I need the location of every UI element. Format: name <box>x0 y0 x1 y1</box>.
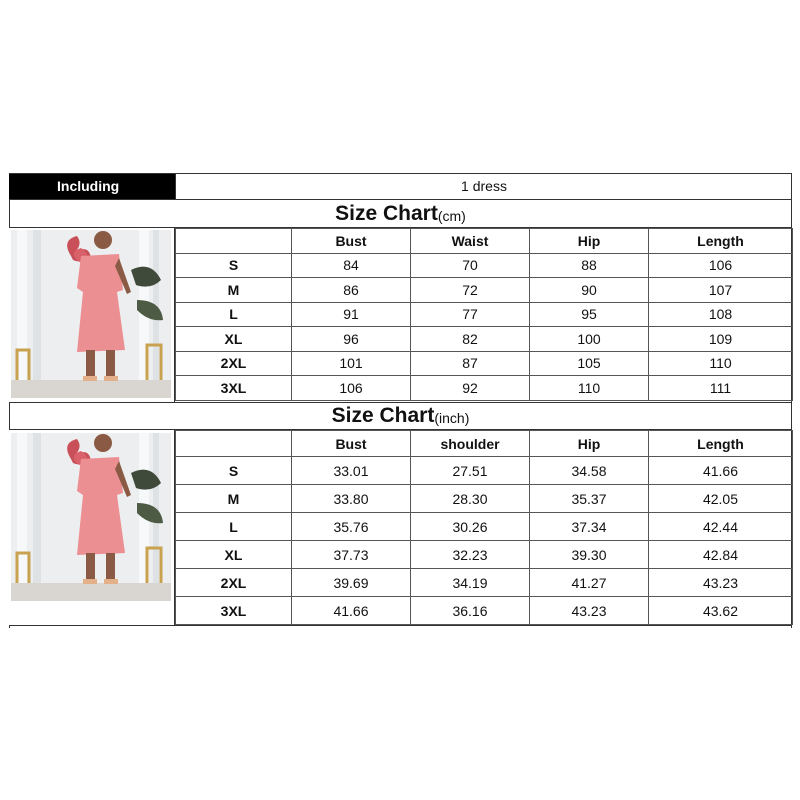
table-cell: 34.19 <box>411 569 530 597</box>
size-table-inch <box>175 430 793 625</box>
table-header-row <box>176 431 793 457</box>
header-cell: Hip <box>530 431 649 457</box>
table-cell: 87 <box>411 351 530 376</box>
table-row <box>176 302 793 327</box>
including-label: Including <box>9 173 175 199</box>
size-label: 3XL <box>176 597 292 625</box>
table-cell: 41.66 <box>292 597 411 625</box>
dress-photo-illustration <box>11 230 171 398</box>
table-cell: 106 <box>292 376 411 401</box>
table-row <box>176 485 793 513</box>
table-cell: 84 <box>292 253 411 278</box>
table-cell: 36.16 <box>411 597 530 625</box>
table-cell: 72 <box>411 278 530 303</box>
size-label: S <box>176 457 292 485</box>
size-table-cm <box>175 228 793 401</box>
table-cell: 111 <box>649 376 793 401</box>
table-cell: 105 <box>530 351 649 376</box>
table-cell: 28.30 <box>411 485 530 513</box>
table-cell: 42.44 <box>649 513 793 541</box>
header-cell <box>176 229 292 254</box>
size-chart-inch-title <box>9 402 792 429</box>
table-cell: 39.69 <box>292 569 411 597</box>
table-cell: 70 <box>411 253 530 278</box>
chart-title-unit: (inch) <box>434 409 470 426</box>
table-cell: 77 <box>411 302 530 327</box>
including-value: 1 dress <box>175 173 792 199</box>
table-cell: 82 <box>411 327 530 352</box>
header-cell: Bust <box>292 229 411 254</box>
table-cell: 33.80 <box>292 485 411 513</box>
header-cell: Hip <box>530 229 649 254</box>
table-row <box>176 327 793 352</box>
table-cell: 33.01 <box>292 457 411 485</box>
table-cell: 34.58 <box>530 457 649 485</box>
table-cell: 110 <box>649 351 793 376</box>
table-cell: 107 <box>649 278 793 303</box>
table-row <box>176 541 793 569</box>
table-cell: 100 <box>530 327 649 352</box>
table-cell: 110 <box>530 376 649 401</box>
table-cell: 39.30 <box>530 541 649 569</box>
size-label: 2XL <box>176 351 292 376</box>
table-cell: 30.26 <box>411 513 530 541</box>
dress-photo <box>9 228 175 402</box>
bottom-border <box>9 625 792 626</box>
table-row <box>176 513 793 541</box>
size-label: M <box>176 278 292 303</box>
table-cell: 95 <box>530 302 649 327</box>
size-label: XL <box>176 327 292 352</box>
size-label: S <box>176 253 292 278</box>
header-cell: Length <box>649 431 793 457</box>
table-cell: 108 <box>649 302 793 327</box>
table-cell: 91 <box>292 302 411 327</box>
table-cell: 92 <box>411 376 530 401</box>
size-label: L <box>176 513 292 541</box>
table-cell: 41.27 <box>530 569 649 597</box>
table-cell: 42.05 <box>649 485 793 513</box>
chart-title-main: Size Chart <box>331 403 435 427</box>
top-border <box>9 173 792 174</box>
table-header-row <box>176 229 793 254</box>
table-row <box>176 457 793 485</box>
table-cell: 88 <box>530 253 649 278</box>
table-cell: 42.84 <box>649 541 793 569</box>
header-cell: shoulder <box>411 431 530 457</box>
table-cell: 27.51 <box>411 457 530 485</box>
table-cell: 101 <box>292 351 411 376</box>
size-label: M <box>176 485 292 513</box>
table-cell: 90 <box>530 278 649 303</box>
size-label: XL <box>176 541 292 569</box>
header-cell: Bust <box>292 431 411 457</box>
table-row <box>176 597 793 625</box>
header-cell: Waist <box>411 229 530 254</box>
table-cell: 96 <box>292 327 411 352</box>
size-label: 2XL <box>176 569 292 597</box>
table-cell: 43.23 <box>649 569 793 597</box>
table-cell: 37.73 <box>292 541 411 569</box>
dress-photo-illustration <box>11 432 171 602</box>
table-row <box>176 253 793 278</box>
size-label: L <box>176 302 292 327</box>
table-cell: 109 <box>649 327 793 352</box>
table-row <box>176 351 793 376</box>
size-chart-cm-title <box>9 200 792 227</box>
table-row <box>176 278 793 303</box>
header-cell <box>176 431 292 457</box>
table-cell: 43.23 <box>530 597 649 625</box>
table-cell: 35.37 <box>530 485 649 513</box>
table-cell: 35.76 <box>292 513 411 541</box>
table-row <box>176 569 793 597</box>
table-cell: 32.23 <box>411 541 530 569</box>
table-row <box>176 376 793 401</box>
table-cell: 43.62 <box>649 597 793 625</box>
chart-title-unit: (cm) <box>437 207 466 224</box>
table-cell: 106 <box>649 253 793 278</box>
table-cell: 41.66 <box>649 457 793 485</box>
size-label: 3XL <box>176 376 292 401</box>
dress-photo <box>9 430 175 625</box>
table-cell: 86 <box>292 278 411 303</box>
table-cell: 37.34 <box>530 513 649 541</box>
header-cell: Length <box>649 229 793 254</box>
chart-title-main: Size Chart <box>335 201 438 225</box>
